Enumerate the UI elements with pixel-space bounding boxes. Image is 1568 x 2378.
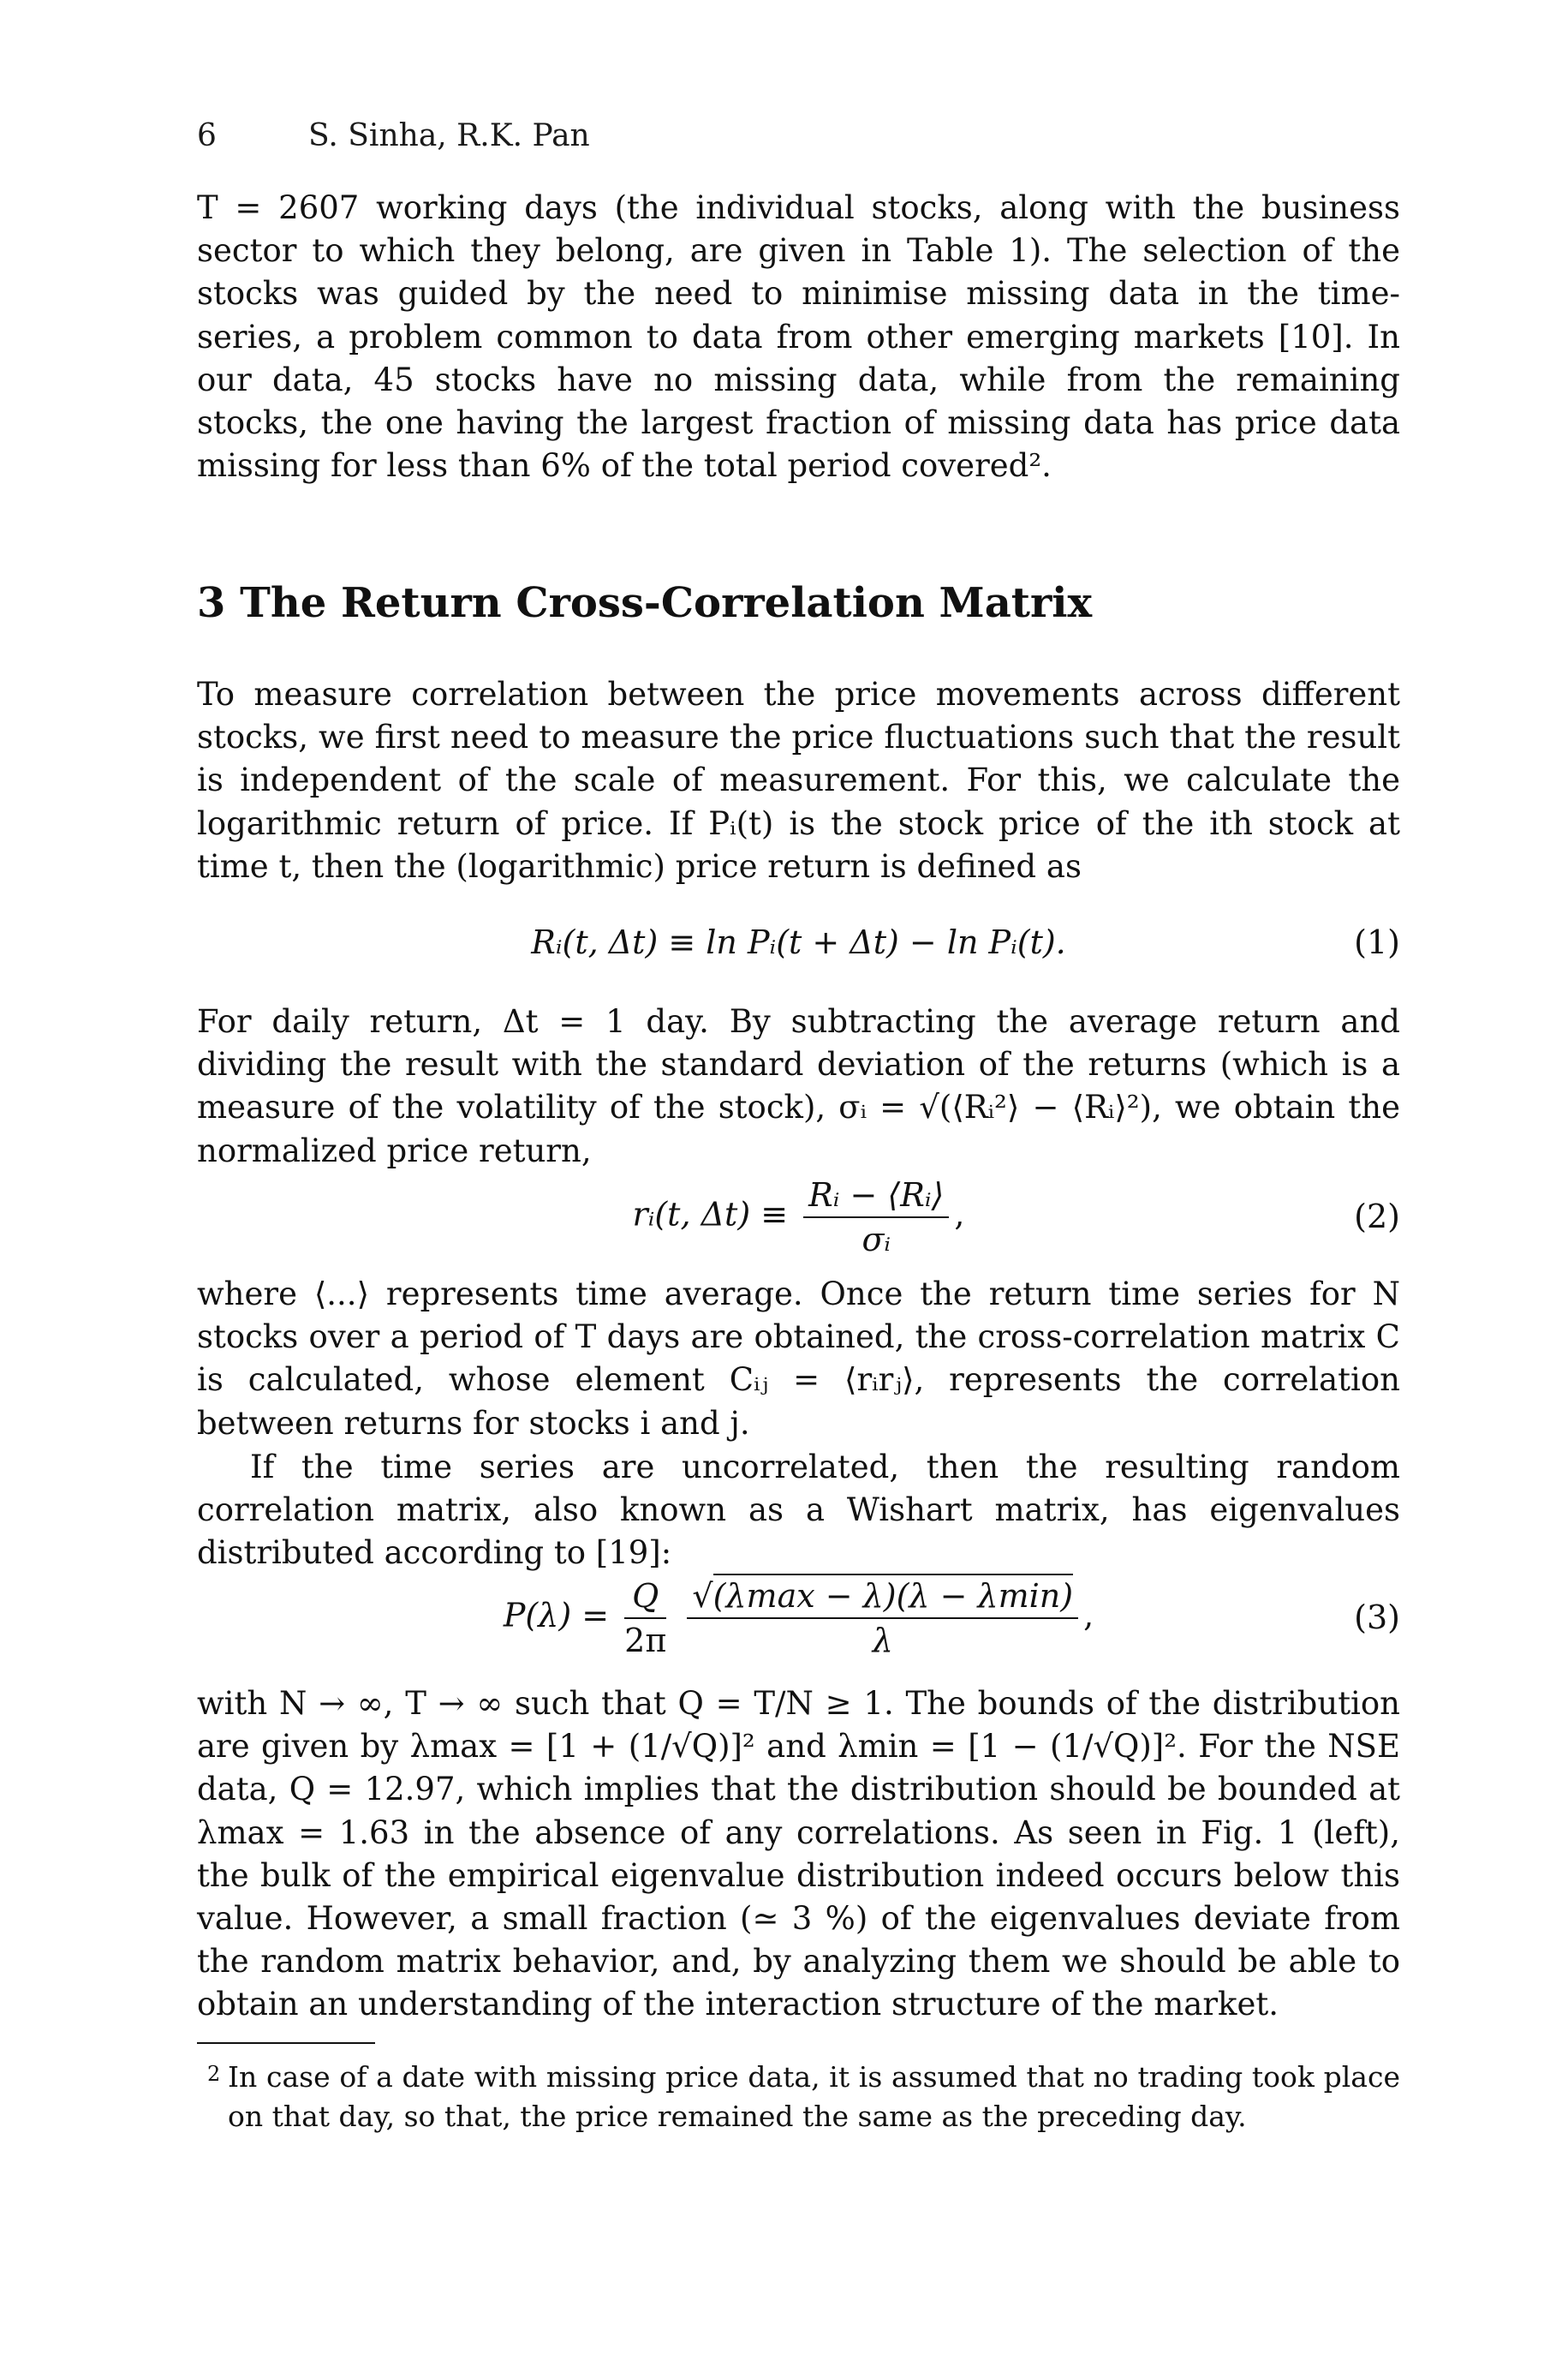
equation-3-lhs: P(λ) = xyxy=(503,1596,610,1634)
equation-2-denominator: σᵢ xyxy=(862,1221,891,1258)
section-heading: 3 The Return Cross-Correlation Matrix xyxy=(197,579,1093,627)
footnote-text: In case of a date with missing price data, it is assumed that no trading took place on that day, so that, the price remained the same as the preceding day. xyxy=(228,2060,1400,2133)
page-number: 6 xyxy=(197,118,217,153)
equation-2-fraction xyxy=(803,1174,949,1261)
equation-2-numerator: Rᵢ − ⟨Rᵢ⟩ xyxy=(803,1174,949,1218)
equation-1 xyxy=(197,923,1400,961)
footnote xyxy=(197,2058,1400,2136)
equation-3-fraction-1-denominator: 2π xyxy=(624,1622,667,1659)
paragraph-eigenvalue-bounds: with N → ∞, T → ∞ such that Q = T/N ≥ 1. The bounds of the distribution are given by λmax = [1 + (1/√Q)]² and λmin = [1 − (1/√Q)]². For the NSE data, Q = 12.97, which implies that the distribution should be bounded at λmax = 1.63 in the absence of any correlations. As seen in Fig. 1 (left), the bulk of the empirical eigenvalue distribution indeed occurs below this value. However, a small fraction (≃ 3 %) of the eigenvalues deviate from the random matrix behavior, and, by analyzing them we should be able to obtain an understanding of the interaction structure of the market. xyxy=(197,1685,1400,2023)
equation-3-fraction-2-numerator: √(λmax − λ)(λ − λmin) xyxy=(687,1574,1078,1619)
paragraph-return-definition: To measure correlation between the price movements across different stocks, we first need to measure the price fluctuations such that the result is independent of the scale of measurement. For this, we calculate the logarithmic return of price. If Pᵢ(t) is the stock price of the ith stock at time t, then the (logarithmic) price return is defined as xyxy=(197,676,1400,885)
running-header-authors: S. Sinha, R.K. Pan xyxy=(308,118,590,153)
paragraph-correlation-matrix: where ⟨...⟩ represents time average. Once the return time series for N stocks over a period of T days are obtained, the cross-correlation matrix C is calculated, whose element Cᵢⱼ = ⟨rᵢrⱼ⟩, represents the correlation between returns for stocks i and j. xyxy=(197,1276,1400,1442)
equation-3 xyxy=(197,1574,1400,1662)
running-header xyxy=(197,118,590,153)
equation-1-number: (1) xyxy=(1354,923,1400,961)
paragraph-wishart: If the time series are uncorrelated, then the resulting random correlation matrix, also known as a Wishart matrix, has eigenvalues distributed according to [19]: xyxy=(197,1449,1400,1572)
equation-3-fraction-1-numerator: Q xyxy=(624,1574,666,1619)
equation-3-fraction-1 xyxy=(624,1574,666,1662)
equation-3-number: (3) xyxy=(1354,1598,1400,1636)
equation-3-fraction-2 xyxy=(687,1574,1078,1662)
equation-2-lhs: rᵢ(t, Δt) ≡ xyxy=(632,1195,789,1234)
equation-3-sqrt-radicand: (λmax − λ)(λ − λmin) xyxy=(713,1574,1073,1615)
equation-2 xyxy=(197,1174,1400,1261)
equation-3-comma: , xyxy=(1083,1596,1094,1634)
equation-2-comma: , xyxy=(954,1195,965,1234)
paragraph-data-description: T = 2607 working days (the individual stocks, along with the business sector to which they belong, are given in Table 1). The selection of the stocks was guided by the need to minimise missing data in the time-series, a problem common to data from other emerging markets [10]. In our data, 45 stocks have no missing data, while from the remaining stocks, the one having the largest fraction of missing data has price data missing for less than 6% of the total period covered². xyxy=(197,189,1400,485)
equation-3-fraction-2-denominator: λ xyxy=(872,1622,893,1659)
paragraph-normalization: For daily return, Δt = 1 day. By subtracting the average return and dividing the result with the standard deviation of the returns (which is a measure of the volatility of the stock), σᵢ = √(⟨Rᵢ²⟩ − ⟨Rᵢ⟩²), we obtain the normalized price return, xyxy=(197,1003,1400,1169)
footnote-mark: 2 xyxy=(207,2062,221,2086)
equation-2-number: (2) xyxy=(1354,1198,1400,1235)
footnote-rule xyxy=(197,2042,375,2044)
equation-1-body: Rᵢ(t, Δt) ≡ ln Pᵢ(t + Δt) − ln Pᵢ(t). xyxy=(531,923,1066,961)
